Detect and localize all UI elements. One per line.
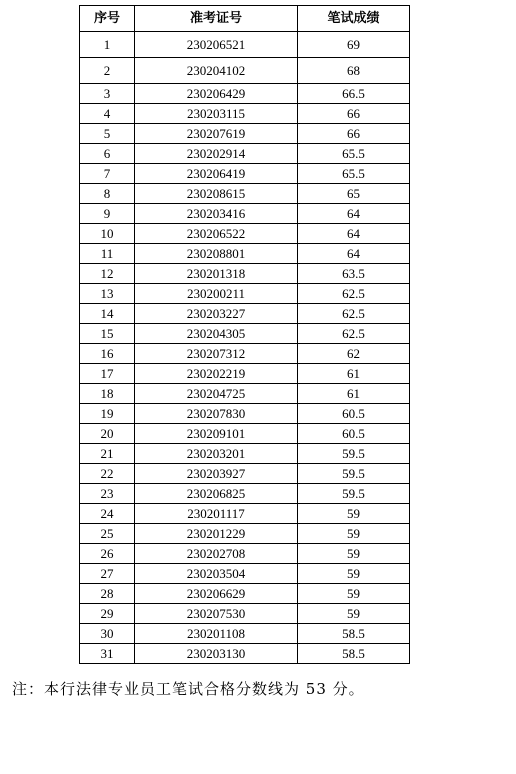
- cell-written-score: 66: [298, 104, 410, 124]
- cell-serial: 14: [80, 304, 135, 324]
- column-header-written-score: 笔试成绩: [298, 6, 410, 32]
- cell-serial: 11: [80, 244, 135, 264]
- cell-serial: 1: [80, 32, 135, 58]
- cell-written-score: 62.5: [298, 284, 410, 304]
- cell-written-score: 66: [298, 124, 410, 144]
- cell-written-score: 59: [298, 564, 410, 584]
- cell-ticket-number: 230203201: [135, 444, 298, 464]
- cell-ticket-number: 230201229: [135, 524, 298, 544]
- cell-ticket-number: 230209101: [135, 424, 298, 444]
- table-row: [80, 564, 410, 584]
- cell-serial: 12: [80, 264, 135, 284]
- cell-written-score: 64: [298, 204, 410, 224]
- cell-written-score: 64: [298, 224, 410, 244]
- cell-written-score: 68: [298, 58, 410, 84]
- table-row: [80, 424, 410, 444]
- cell-written-score: 62: [298, 344, 410, 364]
- table-row: [80, 304, 410, 324]
- table-row: [80, 144, 410, 164]
- cell-ticket-number: 230206429: [135, 84, 298, 104]
- cell-written-score: 65.5: [298, 164, 410, 184]
- cell-written-score: 63.5: [298, 264, 410, 284]
- cell-serial: 30: [80, 624, 135, 644]
- cell-serial: 28: [80, 584, 135, 604]
- table-row: [80, 624, 410, 644]
- cell-serial: 6: [80, 144, 135, 164]
- table-row: [80, 184, 410, 204]
- cell-written-score: 59.5: [298, 484, 410, 504]
- cell-ticket-number: 230204305: [135, 324, 298, 344]
- table-row: [80, 524, 410, 544]
- cell-written-score: 58.5: [298, 644, 410, 664]
- table-row: [80, 444, 410, 464]
- cell-ticket-number: 230203504: [135, 564, 298, 584]
- table-row: [80, 264, 410, 284]
- cell-ticket-number: 230207312: [135, 344, 298, 364]
- table-row: [80, 164, 410, 184]
- cell-written-score: 62.5: [298, 324, 410, 344]
- table-row: [80, 284, 410, 304]
- cell-serial: 27: [80, 564, 135, 584]
- cell-serial: 22: [80, 464, 135, 484]
- cell-serial: 7: [80, 164, 135, 184]
- cell-ticket-number: 230202219: [135, 364, 298, 384]
- cell-serial: 8: [80, 184, 135, 204]
- cell-ticket-number: 230200211: [135, 284, 298, 304]
- cell-written-score: 60.5: [298, 404, 410, 424]
- cell-serial: 4: [80, 104, 135, 124]
- cell-ticket-number: 230202914: [135, 144, 298, 164]
- cell-ticket-number: 230203227: [135, 304, 298, 324]
- exam-results-table: [79, 5, 410, 664]
- cell-ticket-number: 230206419: [135, 164, 298, 184]
- cell-serial: 10: [80, 224, 135, 244]
- cell-ticket-number: 230201318: [135, 264, 298, 284]
- table-row: [80, 484, 410, 504]
- table-row: [80, 324, 410, 344]
- table-header-row: [80, 6, 410, 32]
- footnote: 注：本行法律专业员工笔试合格分数线为 53 分。: [12, 680, 365, 698]
- table-row: [80, 344, 410, 364]
- cell-ticket-number: 230206522: [135, 224, 298, 244]
- cell-serial: 2: [80, 58, 135, 84]
- cell-written-score: 64: [298, 244, 410, 264]
- cell-ticket-number: 230206521: [135, 32, 298, 58]
- cell-serial: 25: [80, 524, 135, 544]
- cell-serial: 19: [80, 404, 135, 424]
- cell-serial: 3: [80, 84, 135, 104]
- cell-written-score: 59: [298, 584, 410, 604]
- cell-serial: 31: [80, 644, 135, 664]
- cell-serial: 20: [80, 424, 135, 444]
- cell-written-score: 61: [298, 384, 410, 404]
- cell-ticket-number: 230203416: [135, 204, 298, 224]
- table-row: [80, 204, 410, 224]
- cell-serial: 24: [80, 504, 135, 524]
- cell-written-score: 59.5: [298, 444, 410, 464]
- cell-written-score: 69: [298, 32, 410, 58]
- cell-ticket-number: 230207830: [135, 404, 298, 424]
- cell-ticket-number: 230208801: [135, 244, 298, 264]
- cell-ticket-number: 230203130: [135, 644, 298, 664]
- cell-ticket-number: 230206825: [135, 484, 298, 504]
- cell-written-score: 65.5: [298, 144, 410, 164]
- cell-ticket-number: 230201108: [135, 624, 298, 644]
- cell-written-score: 59: [298, 604, 410, 624]
- table-row: [80, 544, 410, 564]
- table-row: [80, 124, 410, 144]
- cell-ticket-number: 230207530: [135, 604, 298, 624]
- table-row: [80, 644, 410, 664]
- cell-ticket-number: 230201117: [135, 504, 298, 524]
- cell-serial: 9: [80, 204, 135, 224]
- table-row: [80, 464, 410, 484]
- table-row: [80, 584, 410, 604]
- table-row: [80, 32, 410, 58]
- cell-written-score: 65: [298, 184, 410, 204]
- cell-serial: 18: [80, 384, 135, 404]
- cell-written-score: 59: [298, 524, 410, 544]
- cell-written-score: 62.5: [298, 304, 410, 324]
- cell-ticket-number: 230202708: [135, 544, 298, 564]
- table-row: [80, 384, 410, 404]
- cell-serial: 21: [80, 444, 135, 464]
- table-body: [80, 32, 410, 664]
- cell-written-score: 59: [298, 504, 410, 524]
- table-row: [80, 604, 410, 624]
- cell-written-score: 66.5: [298, 84, 410, 104]
- cell-serial: 26: [80, 544, 135, 564]
- table-row: [80, 84, 410, 104]
- table-row: [80, 224, 410, 244]
- cell-serial: 17: [80, 364, 135, 384]
- table-row: [80, 364, 410, 384]
- cell-written-score: 60.5: [298, 424, 410, 444]
- column-header-serial: 序号: [80, 6, 135, 32]
- cell-ticket-number: 230208615: [135, 184, 298, 204]
- cell-serial: 5: [80, 124, 135, 144]
- cell-ticket-number: 230207619: [135, 124, 298, 144]
- cell-ticket-number: 230203115: [135, 104, 298, 124]
- cell-serial: 23: [80, 484, 135, 504]
- cell-written-score: 59.5: [298, 464, 410, 484]
- cell-serial: 15: [80, 324, 135, 344]
- cell-ticket-number: 230206629: [135, 584, 298, 604]
- cell-written-score: 59: [298, 544, 410, 564]
- cell-serial: 13: [80, 284, 135, 304]
- cell-written-score: 61: [298, 364, 410, 384]
- cell-written-score: 58.5: [298, 624, 410, 644]
- cell-ticket-number: 230204102: [135, 58, 298, 84]
- cell-serial: 29: [80, 604, 135, 624]
- table-row: [80, 404, 410, 424]
- table-row: [80, 244, 410, 264]
- cell-ticket-number: 230204725: [135, 384, 298, 404]
- column-header-ticket-number: 准考证号: [135, 6, 298, 32]
- cell-ticket-number: 230203927: [135, 464, 298, 484]
- table-row: [80, 504, 410, 524]
- table-row: [80, 58, 410, 84]
- cell-serial: 16: [80, 344, 135, 364]
- table-row: [80, 104, 410, 124]
